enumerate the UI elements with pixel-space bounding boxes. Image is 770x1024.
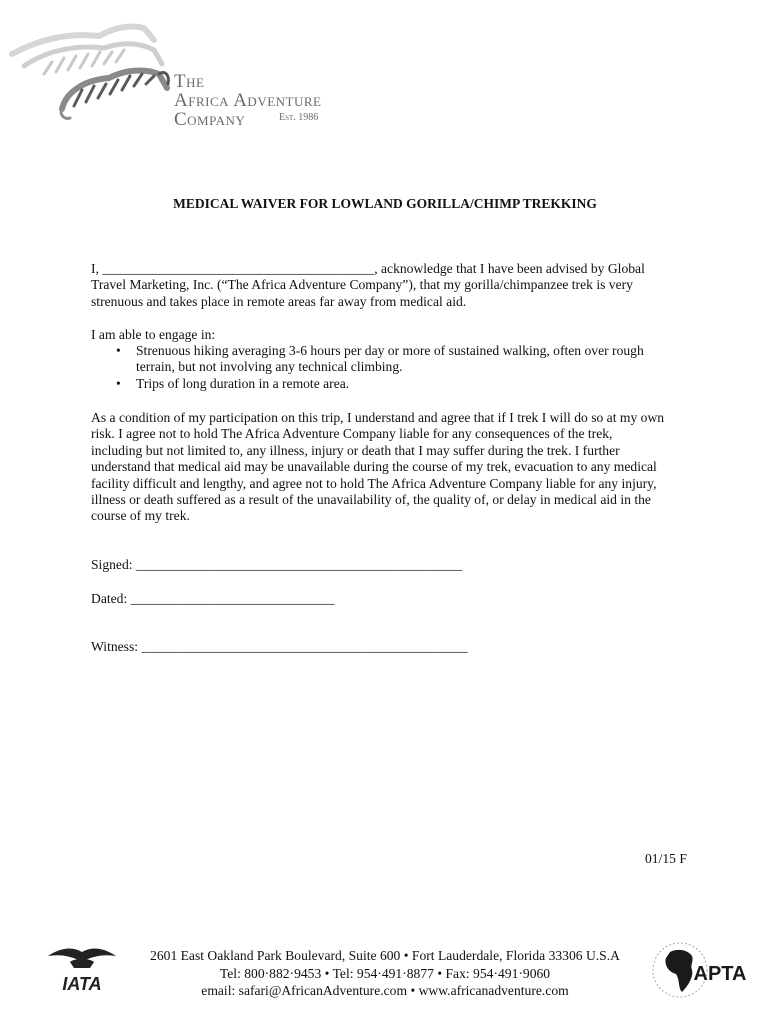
condition-paragraph [91,410,691,525]
signed-field[interactable]: Signed: ________________________________________________ [91,557,463,572]
intro-line: strenuous and takes place in remote areas far away from medical aid. [91,293,467,309]
logo-established: Est. 1986 [279,112,319,123]
condition-line: risk. I agree not to hold The Africa Adventure Company liable for any consequences of the trek, [91,426,613,442]
ability-list [91,343,691,392]
footer-address [120,947,650,1000]
iata-label: IATA [62,974,102,994]
list-item-text: Strenuous hiking averaging 3-6 hours per day or more of sustained walking, often over rough [136,343,644,358]
dated-field[interactable]: Dated: ______________________________ [91,591,335,606]
footer-line: 2601 East Oakland Park Boulevard, Suite 600 • Fort Lauderdale, Florida 33306 U.S.A [150,948,620,963]
witness-field[interactable]: Witness: ________________________________________________ [91,639,468,654]
condition-line: course of my trek. [91,508,190,524]
logo-line-3: Company [174,109,246,130]
list-item [91,343,691,376]
logo-line-2: Africa Adventure [174,90,322,111]
condition-line: understand that medical aid may be unavailable during the course of my trek, evacuation to any medical [91,459,657,475]
condition-line: facility difficult and lengthy, and agree not to hold The Africa Adventure Company liable for any injury, [91,475,657,491]
intro-paragraph [91,261,691,310]
footer-line: Tel: 800·882·9453 • Tel: 954·491·8877 • Fax: 954·491·9060 [219,965,551,981]
condition-line: As a condition of my participation on this trip, I understand and agree that if I trek I will do so at my own [91,410,665,425]
apta-label: APTA [693,963,747,985]
revision-code: 01/15 F [645,851,687,866]
list-item-text: Trips of long duration in a remote area. [136,375,350,391]
able-lead-text: I am able to engage in: [91,327,216,342]
logo-line-1: The [174,71,205,92]
able-lead [91,327,691,343]
list-item [91,376,691,392]
intro-line: I, ________________________________________, acknowledge that I have been advised by Global [91,261,645,276]
company-logo [4,14,324,134]
bullet-icon: • [116,375,121,391]
condition-line: illness or death suffered as a result of the unavailability of, the quality of, or delay in medical aid in the [91,492,651,508]
apta-logo-icon [650,938,755,1002]
zebra-logo-icon [4,14,179,124]
list-item-text: terrain, but not involving any technical climbing. [136,359,403,375]
condition-line: including but not limited to, any illness, injury or death that I may suffer during the trek. I further [91,442,620,458]
intro-line: Travel Marketing, Inc. (“The Africa Adventure Company”), that my gorilla/chimpanzee trek is very [91,277,633,293]
iata-logo-icon [42,944,122,1000]
footer-line: email: safari@AfricanAdventure.com • www.africanadventure.com [201,983,569,998]
page-title: MEDICAL WAIVER FOR LOWLAND GORILLA/CHIMP TREKKING [173,196,597,211]
bullet-icon: • [116,343,121,358]
